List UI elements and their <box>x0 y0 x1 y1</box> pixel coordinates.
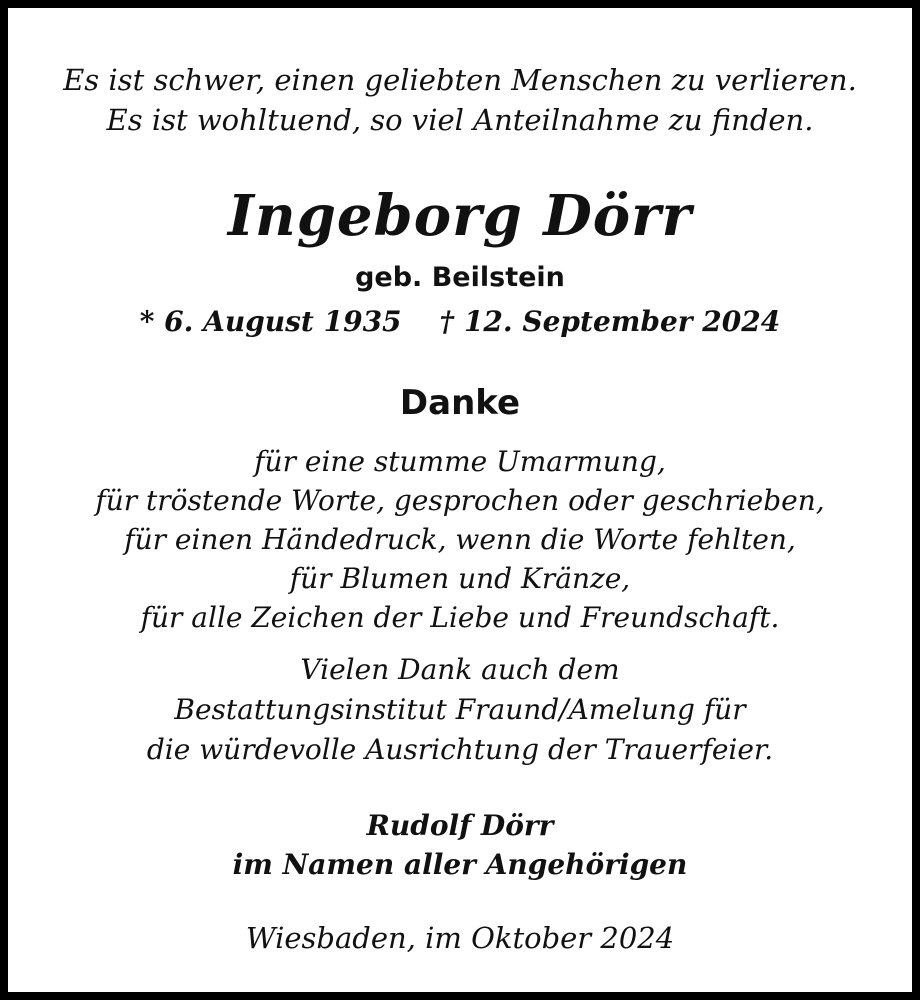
place-and-date: Wiesbaden, im Oktober 2024 <box>245 921 675 955</box>
death-date: † 12. September 2024 <box>439 305 781 338</box>
thanks-line-3: für einen Händedruck, wenn die Worte fehlten, <box>124 523 796 556</box>
life-dates <box>16 305 904 338</box>
thanks-line-5: für alle Zeichen der Liebe und Freundschaft. <box>140 601 780 634</box>
thanks-title: Danke <box>399 383 521 423</box>
intro-line-2: Es ist wohltuend, so viel Anteilnahme zu finden. <box>106 103 814 137</box>
birth-date: * 6. August 1935 <box>139 305 402 338</box>
additional-thanks-line-1: Vielen Dank auch dem <box>300 653 620 686</box>
additional-thanks-line-3: die würdevolle Ausrichtung der Trauerfeier. <box>146 733 774 766</box>
signature-name: Rudolf Dörr <box>366 809 554 842</box>
signature-on-behalf: im Namen aller Angehörigen <box>232 848 688 881</box>
thanks-line-2: für tröstende Worte, gesprochen oder geschrieben, <box>95 484 825 517</box>
deceased-name: Ingeborg Dörr <box>227 183 693 249</box>
thanks-line-4: für Blumen und Kränze, <box>289 562 631 595</box>
maiden-name: geb. Beilstein <box>355 262 565 293</box>
intro-line-1: Es ist schwer, einen geliebten Menschen zu verlieren. <box>63 63 857 97</box>
thanks-line-1: für eine stumme Umarmung, <box>254 445 666 478</box>
additional-thanks-line-2: Bestattungsinstitut Fraund/Amelung für <box>174 693 746 726</box>
